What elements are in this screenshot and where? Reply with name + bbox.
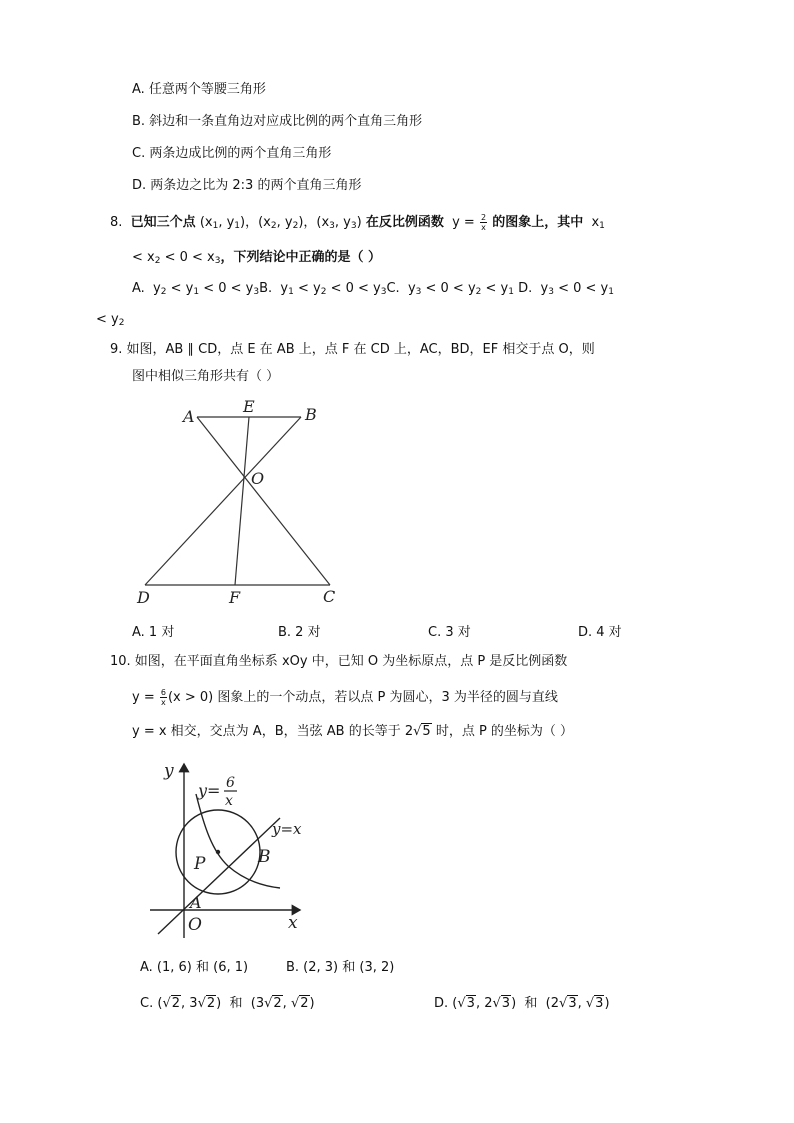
- q10-option-a: A. (1, 6) 和 (6, 1): [140, 960, 249, 975]
- curve-label-num: 6: [226, 775, 235, 791]
- axis-label-y: y: [164, 761, 174, 781]
- axis-label-x: x: [288, 913, 298, 933]
- q9-figure: [125, 395, 355, 610]
- q10-figure: [140, 756, 315, 946]
- q10-line1: 10. 如图，在平面直角坐标系 xOy 中，已知 O 为坐标原点，点 P 是反比例函数: [110, 654, 568, 669]
- q8-fraction: $\frac{2}{x}$: [480, 213, 487, 232]
- q10-fraction: $\frac{6}{x}$: [160, 688, 166, 707]
- label-p: P: [194, 854, 206, 874]
- label-o: O: [251, 469, 265, 488]
- label-a: A: [190, 893, 202, 912]
- label-o: O: [188, 915, 202, 935]
- segment-bd: [145, 417, 301, 585]
- q8-options: A. $y_2 < y_1 < 0 < y_3B$. $y_1 < y_2 < 0 < y_3C$. $y_3 < 0 < y_2 < y_1$ D. $y_3 < 0 < y_1$: [132, 281, 614, 297]
- label-b: B: [305, 405, 317, 424]
- q7-option-b: B. 斜边和一条直角边对应成比例的两个直角三角形: [132, 114, 423, 129]
- label-d: D: [137, 588, 150, 607]
- q10-line3: y = x 相交，交点为 A，B，当弦 AB 的长等于 2√5 时，点 P 的坐标为（ ）: [132, 724, 574, 739]
- q10-option-b: B. (2, 3) 和 (3, 2): [286, 960, 395, 975]
- q8-line1: 8. 已知三个点 ($x_1$, $y_1$)，($x_2$, $y_2$)，($x_3$, $y_3$) 在反比例函数 y = $\frac{2}{x}$ 的图象上，其中 $x_1$: [110, 213, 605, 232]
- hyperbola-curve: [196, 794, 280, 888]
- label-a: A: [183, 407, 195, 426]
- q8-text-1: 已知三个点: [130, 215, 196, 230]
- q10-option-c: C. (√2, 3√2) 和 (3√2, √2): [140, 996, 315, 1011]
- point-p: [216, 850, 220, 854]
- label-f: F: [229, 588, 241, 607]
- q9-option-d: D. 4 对: [578, 625, 622, 640]
- q8-text-3: 的图象上，其中: [492, 215, 584, 230]
- q8-number: 8.: [110, 215, 123, 230]
- q8-text-2: 在反比例函数: [365, 215, 444, 230]
- q8-options-wrap: < $y_2$: [96, 312, 125, 328]
- q9-line2: 图中相似三角形共有（ ）: [132, 369, 280, 384]
- label-e: E: [243, 397, 255, 416]
- q7-option-c: C. 两条边成比例的两个直角三角形: [132, 146, 332, 161]
- q8-line2: < $x_2 < 0 < x_3$，下列结论中正确的是（ ）: [132, 250, 381, 266]
- segment-ef: [235, 417, 249, 585]
- label-c: C: [323, 587, 336, 606]
- q9-option-a: A. 1 对: [132, 625, 175, 640]
- line-label: y=x: [272, 820, 302, 838]
- q7-option-a: A. 任意两个等腰三角形: [132, 82, 266, 97]
- label-b: B: [258, 847, 271, 867]
- segment-ac: [197, 417, 330, 585]
- q10-line2: y = $\frac{6}{x}$ (x > 0) 图象上的一个动点，若以点 P 为圆心，3 为半径的圆与直线: [132, 688, 558, 707]
- curve-label-den: x: [225, 793, 233, 809]
- q9-option-b: B. 2 对: [278, 625, 321, 640]
- q9-line1: 9. 如图，AB ∥ CD，点 E 在 AB 上，点 F 在 CD 上，AC，BD，EF 相交于点 O，则: [110, 342, 595, 357]
- curve-label: y=: [198, 781, 221, 800]
- q7-option-d: D. 两条边之比为 2:3 的两个直角三角形: [132, 178, 362, 193]
- q9-option-c: C. 3 对: [428, 625, 471, 640]
- q10-option-d: D. (√3, 2√3) 和 (2√3, √3): [434, 996, 610, 1011]
- line-y-equals-x: [158, 818, 280, 934]
